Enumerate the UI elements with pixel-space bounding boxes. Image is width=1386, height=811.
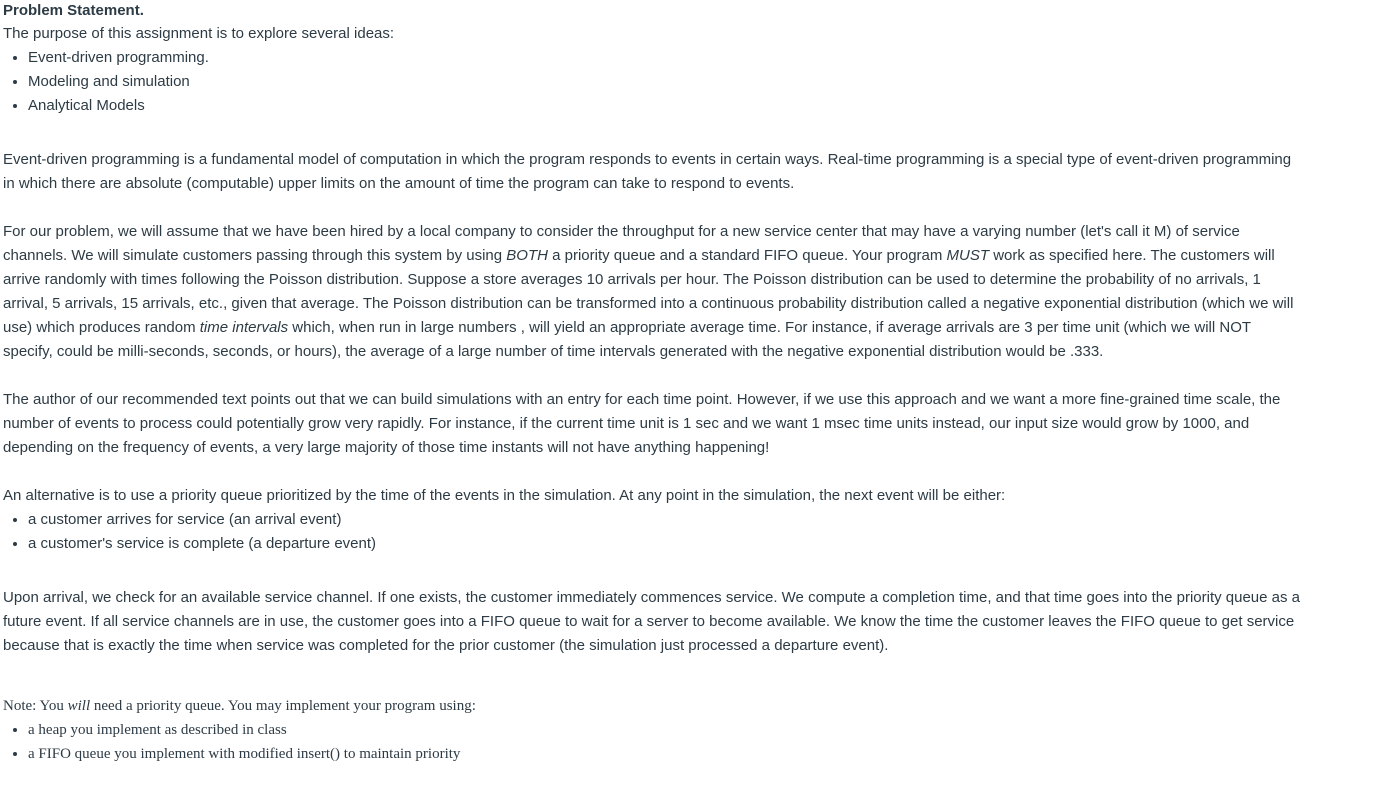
list-item: • Analytical Models [28, 94, 1303, 118]
list-item: • Modeling and simulation [28, 70, 1303, 94]
list-item: • Event-driven programming. [28, 46, 1303, 70]
paragraph-priority-queue: An alternative is to use a priority queue prioritized by the time of the events in the simulation. At any point in the simulation, the next event will be either: [3, 487, 1006, 504]
text-span: need a priority queue. You may implement your program using: [90, 698, 476, 714]
list-item: • a customer's service is complete (a departure event) [28, 532, 1303, 556]
list-item: • a FIFO queue you implement with modified insert() to maintain priority [28, 742, 1303, 766]
events-list [3, 508, 1303, 556]
options-list [3, 718, 1303, 766]
intro-text: The purpose of this assignment is to explore several ideas: [3, 25, 395, 42]
list-item: • a heap you implement as described in class [28, 718, 1303, 742]
paragraph-arrival: Upon arrival, we check for an available service channel. If one exists, the customer immediately commences service. We compute a completion time, and that time goes into the priority queue as a future event. If all service channels are in use, the customer goes into a FIFO queue to wait for a server to become available. We know the time the customer leaves the FIFO queue to get service because that is exactly the time when service was completed for the prior customer (the simulation just processed a departure event). [3, 589, 1301, 654]
text-span: For our problem, we will assume that we have been hired by a local company to consider the throughput for a new service center that may have a varying number (let's call it M) of service channels. We will simulate customers passing through this system by using [3, 223, 1240, 264]
ideas-list [3, 46, 1303, 118]
paragraph-event-driven: Event-driven programming is a fundamental model of computation in which the program responds to events in certain ways. Real-time programming is a special type of event-driven programming in which there are absolute (computable) upper limits on the amount of time the program can take to respond to events. [3, 151, 1292, 192]
text-span: a priority queue and a standard FIFO queue. Your program [547, 247, 947, 264]
paragraph-time-points: The author of our recommended text points out that we can build simulations with an entry for each time point. However, if we use this approach and we want a more fine-grained time scale, the number of events to process could potentially grow very rapidly. For instance, if the current time unit is 1 sec and we want 1 msec time units instead, our input size would grow by 1000, and depending on the frequency of events, a very large majority of those time instants will not have anything happening! [3, 391, 1281, 456]
note-section [3, 694, 1303, 766]
text-span: work as specified here. The customers will arrive randomly with times following the Poisson distribution. Suppose a store averages 10 arrivals per hour. The Poisson distribution can be used to determine the probability of no arrivals, 1 arrival, 5 arrivals, 15 arrivals, etc., given that average. The Poisson distribution can be transformed into a continuous probability distribution called a negative exponential distribution (which we will use) which produces random [3, 247, 1294, 336]
paragraph-problem [3, 220, 1303, 364]
emphasis: will [67, 698, 91, 714]
list-item: • a customer arrives for service (an arrival event) [28, 508, 1303, 532]
text-span: which, when run in large numbers , will yield an appropriate average time. For instance, if average arrivals are 3 per time unit (which we will NOT specify, could be milli-seconds, seconds, or hours), the average of a large number of time intervals generated with the negative exponential distribution would be .333. [3, 319, 1251, 360]
emphasis: MUST [946, 247, 990, 264]
emphasis: BOTH [506, 247, 548, 264]
page-title: Problem Statement. [3, 2, 144, 19]
text-span: Note: You [3, 698, 68, 714]
emphasis: time intervals [199, 319, 289, 336]
note-text [3, 694, 1303, 718]
